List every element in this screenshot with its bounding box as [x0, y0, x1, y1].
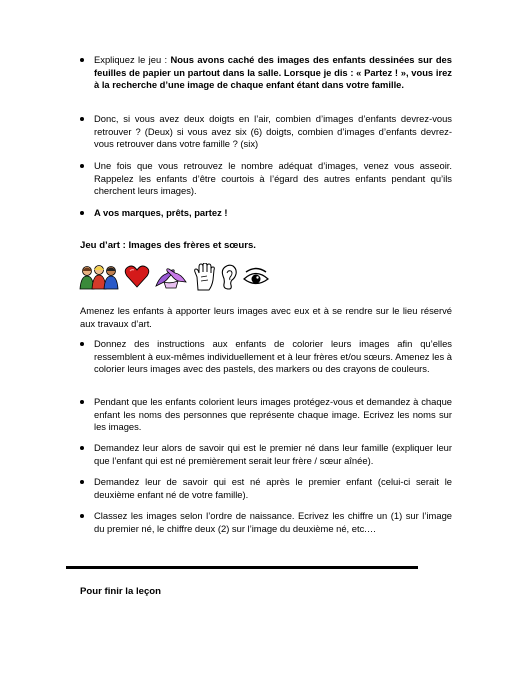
art-intro-paragraph: Amenez les enfants à apporter leurs images avec eux et à se rendre sur le lieu réservé aux travaux d’art. — [80, 305, 452, 329]
closing-heading: Pour finir la leçon — [80, 586, 162, 597]
hand-icon — [192, 263, 216, 291]
bullet-text: Demandez leur de savoir qui est né après le premier enfant (celui-ci serait le deuxième enfant né de votre famille). — [94, 476, 452, 500]
icon-row — [78, 262, 270, 292]
children-group-icon — [78, 264, 120, 290]
bullet-fingers — [94, 113, 452, 151]
bullet-dot — [80, 480, 84, 484]
eye-icon — [242, 266, 270, 288]
art-heading: Jeu d’art : Images des frères et sœurs. — [80, 240, 256, 251]
bullet-text: Une fois que vous retrouvez le nombre adéquat d’images, venez vous asseoir. Rappelez les enfants d’être courtois à l’égard des autres enfants pendant qu’ils cherchent leurs images). — [94, 160, 452, 197]
bullet-dot — [80, 514, 84, 518]
bullet-dot — [80, 211, 84, 215]
bullet-dot — [80, 400, 84, 404]
ear-icon — [220, 264, 238, 290]
bullet-dot — [80, 117, 84, 121]
hands-icon — [154, 264, 188, 290]
bullet-text: Donnez des instructions aux enfants de colorier leurs images afin qu’elles ressemblent à eux-mêmes individuellement et à leur frères et/ou sœurs. Amenez les à colorier leurs images avec des pastels, des markers ou des crayons de couleurs. — [94, 338, 452, 375]
bullet-dot — [80, 164, 84, 168]
bullet-bold-text: Nous avons caché des images des enfants dessinées sur des feuilles de papier un partout dans la salle. Lorsque je dis : « Partez ! », vous irez à la recherche d’une image de chaque enfant étant dans votre famille. — [94, 54, 452, 91]
bullet-explain-game — [94, 54, 452, 92]
bullet-text: Pendant que les enfants colorient leurs images protégez-vous et demandez à chaque enfant les noms des personnes que représente chaque image. Ecrivez les noms sur les images. — [94, 396, 452, 433]
section-divider — [66, 566, 418, 569]
bullet-bold-text: A vos marques, prêts, partez ! — [94, 207, 228, 218]
bullet-text: Demandez leur alors de savoir qui est le premier né dans leur famille (expliquer leur que l’enfant qui est né premièrement serait leur frère / sœur aînée). — [94, 442, 452, 466]
bullet-dot — [80, 58, 84, 62]
bullet-ready-go — [94, 207, 452, 220]
bullet-birth-order — [94, 510, 452, 535]
bullet-sit-down — [94, 160, 452, 198]
heart-icon — [124, 265, 150, 289]
bullet-dot — [80, 446, 84, 450]
bullet-text: Expliquez le jeu : — [94, 54, 171, 65]
bullet-dot — [80, 342, 84, 346]
bullet-coloring-instructions — [94, 338, 452, 376]
bullet-second-born — [94, 476, 452, 501]
bullet-ask-names — [94, 396, 452, 434]
bullet-first-born — [94, 442, 452, 467]
bullet-text: Donc, si vous avez deux doigts en l’air, combien d’images d’enfants devrez-vous retrouver ? (Deux) si vous avez six (6) doigts, combien d’images d’enfants devrez-vous retrouver dans votre famille ? (six) — [94, 113, 452, 150]
bullet-text: Classez les images selon l’ordre de naissance. Ecrivez les chiffre un (1) sur l’image du premier né, le chiffre deux (2) sur l’image du deuxième né, etc.… — [94, 510, 452, 534]
